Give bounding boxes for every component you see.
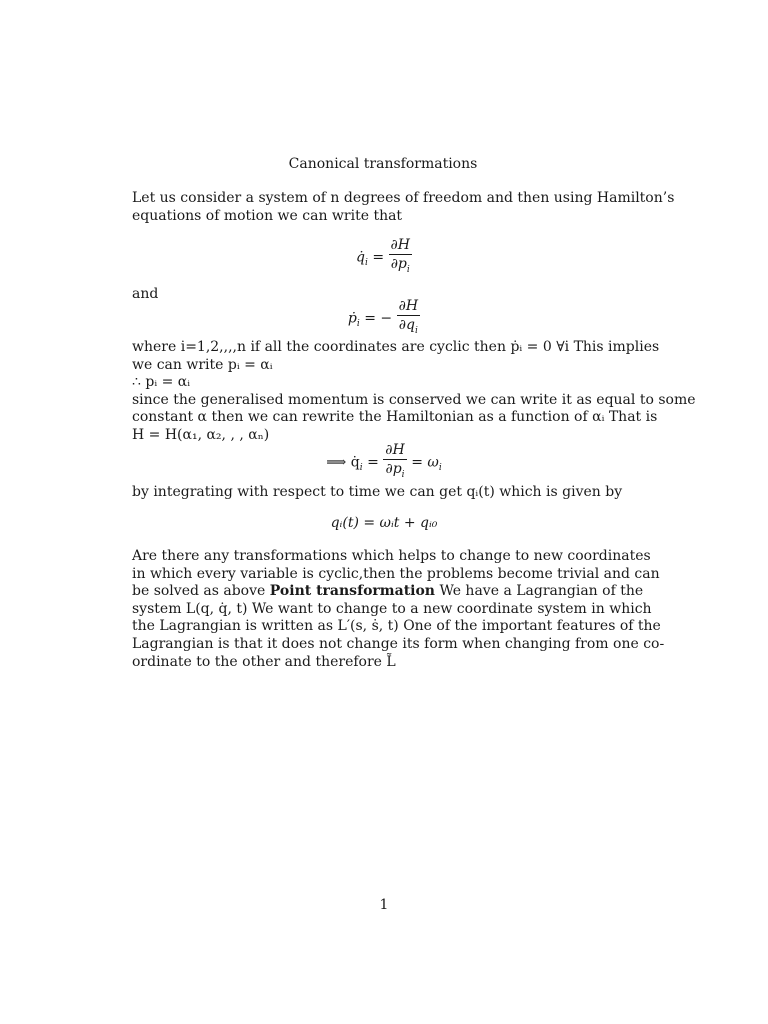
eq-equals: = [367, 454, 379, 471]
eq-lhs: ṗ [347, 310, 357, 327]
eq-denominator: ∂q [398, 317, 415, 333]
paragraph-line: equations of motion we can write that [132, 207, 403, 224]
paragraph-integrating [132, 484, 634, 502]
eq-denominator: ∂p [385, 461, 402, 477]
paragraph-intro [132, 190, 675, 225]
eq-fraction [389, 236, 412, 279]
paragraph-line-bold [132, 583, 644, 601]
eq-equals: = [372, 249, 385, 266]
equation-q-of-t: qᵢ(t) = ωᵢt + qᵢ₀ [330, 515, 438, 531]
line-segment: be solved as above [132, 583, 270, 600]
paragraph-line: Let us consider a system of n degrees of freedom and then using Hamilton’s [132, 190, 675, 206]
paragraph-line: Lagrangian is that it does not change its form when changing from one co- [132, 635, 665, 652]
paragraph-line: H = H(α₁, α₂, , , αₙ) [132, 426, 270, 443]
eq-denominator-subscript: i [401, 469, 405, 480]
eq-numerator: ∂H [398, 298, 419, 314]
page-number: 1 [379, 897, 389, 913]
equation-qdot [0, 236, 768, 279]
document-title: Canonical transformations [288, 156, 478, 172]
eq-fraction [383, 441, 406, 484]
and-text: and [132, 286, 159, 302]
eq-rhs-subscript: i [438, 463, 442, 474]
eq-denominator-subscript: i [406, 264, 410, 275]
eq-lhs-subscript: i [364, 258, 368, 269]
paragraph-line: where i=1,2,,,,n if all the coordinates are cyclic then ṗᵢ = 0 ∀i This implies [132, 339, 660, 355]
paragraph-cyclic [132, 339, 696, 445]
paragraph-line: ordinate to the other and therefore L̃ [132, 653, 396, 670]
paragraph-line: by integrating with respect to time we can get qᵢ(t) which is given by [132, 484, 623, 500]
paragraph-line: Are there any transformations which helps to change to new coordinates [132, 548, 651, 564]
eq-equals: = − [364, 310, 393, 327]
eq-prefix: ⟹ q̇ [326, 454, 360, 471]
paragraph-line: system L(q, q̇, t) We want to change to a new coordinate system in which [132, 600, 652, 617]
equation-pdot [0, 297, 768, 340]
paragraph-line: the Lagrangian is written as L′(s, ṡ, t) One of the important features of the [132, 618, 661, 635]
eq-numerator: ∂H [385, 442, 405, 458]
eq-fraction [397, 297, 420, 340]
point-transformation-term: Point transformation [269, 583, 435, 600]
paragraph-line: in which every variable is cyclic,then the problems become trivial and can [132, 565, 660, 582]
equation-omega [0, 441, 768, 484]
eq-lhs: q̇ [356, 249, 365, 266]
eq-rhs: = ω [411, 454, 439, 471]
eq-lhs-subscript: i [356, 319, 360, 330]
paragraph-line: ∴ pᵢ = αᵢ [132, 374, 191, 391]
paragraph-line: constant α then we can rewrite the Hamiltonian as a function of αᵢ That is [132, 409, 658, 426]
eq-denominator-subscript: i [414, 325, 418, 336]
eq-denominator: ∂p [390, 256, 407, 272]
paragraph-line: since the generalised momentum is conserved we can write it as equal to some [132, 391, 696, 408]
paragraph-line: we can write pᵢ = αᵢ [132, 356, 273, 373]
eq-prefix-subscript: i [359, 463, 363, 474]
paragraph-transformations [132, 548, 665, 671]
eq-numerator: ∂H [390, 237, 410, 253]
line-segment: We have a Lagrangian of the [435, 583, 644, 600]
